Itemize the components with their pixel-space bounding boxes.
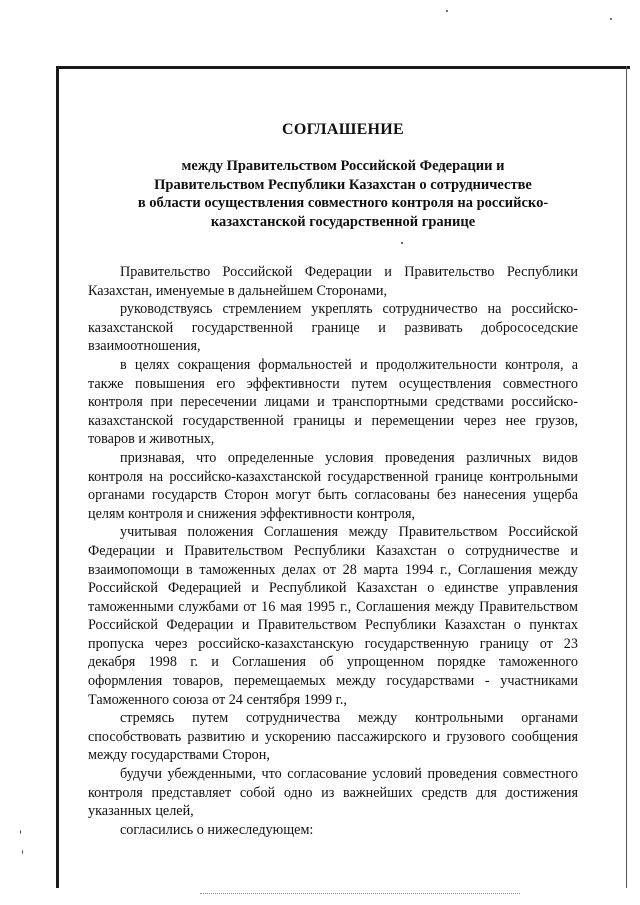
scan-speck	[446, 10, 448, 12]
scan-speck	[610, 18, 612, 20]
subtitle-line: в области осуществления совместного контроля на российско-	[137, 195, 549, 211]
preamble-paragraph: Правительство Российской Федерации и Правительство Республики Казахстан, именуемые в дальнейшем Сторонами,	[88, 264, 578, 299]
preamble-paragraph: признавая, что определенные условия проведения различных видов контроля на российско-казахстанской государственной границе контрольными органами государств Сторон могут быть согласованы без нанесения ущерба целям контроля и снижения эффективности контроля,	[88, 449, 578, 522]
preamble-paragraph: руководствуясь стремлением укреплять сотрудничество на российско-казахстанской государственной границе и развивать добрососедские взаимоотношения,	[88, 301, 578, 355]
preamble-paragraph: будучи убежденными, что согласование условий проведения совместного контроля представляет собой одно из важнейших средств для достижения указанных целей,	[88, 766, 578, 820]
preamble-paragraph: в целях сокращения формальностей и продолжительности контроля, а также повышения его эффективности путем осуществления совместного контроля при пересечении лицами и транспортными средствами российско-казахстанской государственной границы и перемещении через нее грузов, товаров и животных,	[88, 356, 578, 448]
preamble-paragraph: стремясь путем сотрудничества между контрольными органами способствовать развитию и ускорению пассажирского и грузового сообщения между государствами Сторон,	[88, 710, 578, 764]
scan-speck	[20, 830, 21, 834]
preamble-paragraph: согласились о нижеследующем:	[120, 821, 314, 838]
subtitle-line: Правительством Республики Казахстан о сотрудничестве	[154, 176, 532, 193]
page-frame-bottom-edge	[200, 893, 520, 894]
document-subtitle	[56, 157, 630, 231]
subtitle-line: казахстанской государственной границе	[210, 213, 476, 230]
document-title: СОГЛАШЕНИЕ	[281, 121, 405, 138]
subtitle-line: между Правительством Российской Федерации и	[181, 158, 505, 174]
page-frame-top-border	[56, 66, 630, 69]
scan-speck	[401, 242, 403, 244]
preamble-paragraph: учитывая положения Соглашения между Правительством Российской Федерации и Правительством Республики Казахстан о сотрудничестве и взаимопомощи в таможенных делах от 28 марта 1994 г., Соглашения между Российской Федерацией и Республикой Казахстан о единстве управления таможенными службами от 16 мая 1995 г., Соглашения между Правительством Российской Федерации и Правительством Республики Казахстан о пунктах пропуска через российско-казахстанскую государственную границу от 23 декабря 1998 г. и Соглашения об упрощенном порядке таможенного оформления товаров, перемещаемых между государствами - участниками Таможенного союза от 24 сентября 1999 г.,	[88, 524, 578, 708]
scan-speck	[22, 850, 23, 854]
preamble-body	[88, 263, 578, 839]
